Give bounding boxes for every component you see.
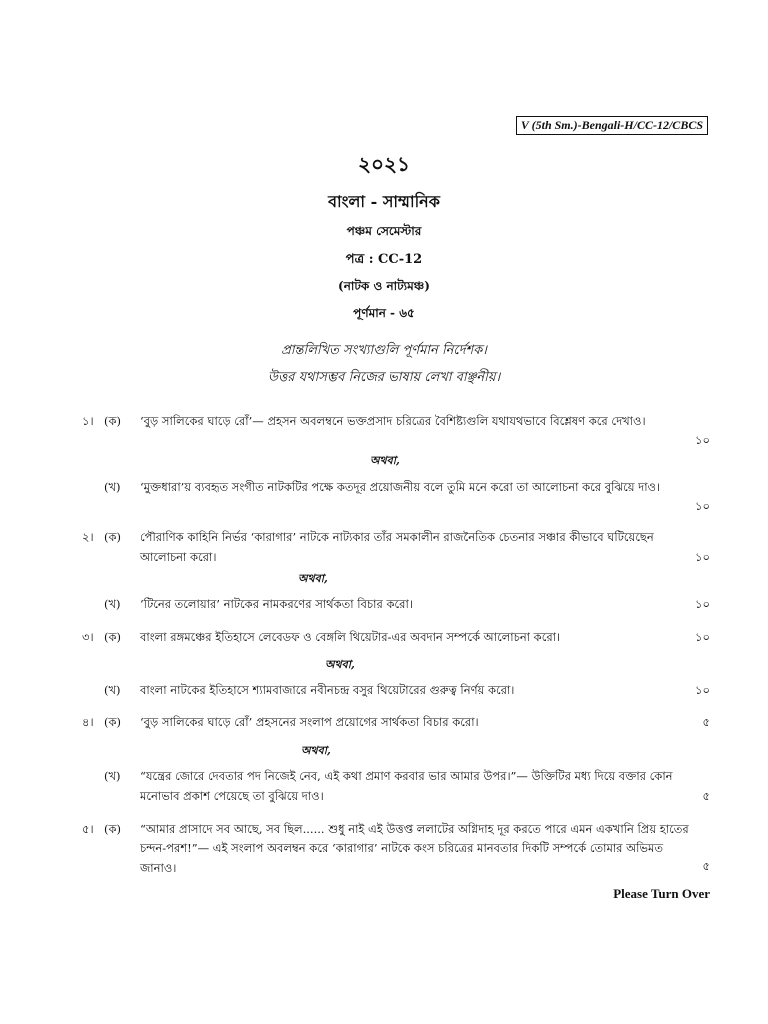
question-text-line: আলোচনা করো। [140, 550, 217, 564]
question-number: ৩। [82, 630, 94, 644]
question-marks: ১০ [695, 683, 710, 697]
exam-year: ২০২১ [358, 152, 410, 176]
sub-label: (ক) [104, 715, 122, 729]
question-marks: ৫ [702, 715, 710, 729]
please-turn-over: Please Turn Over [613, 886, 710, 901]
question-text-line: মনোভাব প্রকাশ পেয়েছে তা বুঝিয়ে দাও। [140, 789, 324, 803]
or-label: অথবা, [301, 744, 331, 757]
semester-label: পঞ্চম সেমেস্টার [346, 224, 422, 238]
question-text: ‘বুড় সালিকের ঘাড়ে রোঁ’ প্রহসনের সংলাপ প্রয়োগের সার্থকতা বিচার করো। [140, 715, 479, 729]
question-marks: ১০ [695, 433, 710, 447]
or-label: অথবা, [325, 658, 355, 671]
subject-title: বাংলা - সাম্মানিক [328, 192, 440, 211]
instruction-marks: প্রান্তলিখিত সংখ্যাগুলি পূর্ণমান নির্দেশক। [281, 343, 487, 358]
question-number: ১। [82, 414, 94, 428]
sub-label: (ক) [104, 530, 122, 544]
full-marks: পূর্ণমান - ৬৫ [353, 306, 415, 320]
question-marks: ১০ [695, 597, 710, 611]
question-marks: ১০ [695, 550, 710, 564]
question-marks: ৫ [702, 859, 710, 873]
question-marks: ৫ [702, 789, 710, 803]
paper-label: পত্র : CC-12 [345, 252, 423, 267]
question-text-line: চন্দন-পরশ!”— এই সংলাপ অবলম্বন করে ‘কারাগার’ নাটকে কংস চরিত্রের মানবতার দিকটি সম্পর্কে তোমার অভিমত [140, 841, 663, 855]
question-number: ৪। [82, 715, 94, 729]
sub-label: (খ) [104, 683, 121, 697]
question-text: ‘মুক্তধারা’য় ব্যবহৃত সংগীত নাটকটির পক্ষে কতদূর প্রয়োজনীয় বলে তুমি মনে করো তা আলোচনা করে বুঝিয়ে দাও। [140, 480, 661, 494]
instruction-language: উত্তর যথাসম্ভব নিজের ভাষায় লেখা বাঞ্ছনীয়। [267, 370, 501, 385]
sub-label: (খ) [104, 597, 121, 611]
or-label: অথবা, [370, 454, 400, 467]
question-text-line: “আমার প্রাসাদে সব আছে, সব ছিল...... শুধু নাই এই উত্তপ্ত ললাটের অগ্নিদাহ দূর করতে পারে এমন একখানি প্রিয় হাতের [140, 822, 689, 836]
question-text: বাংলা নাটকের ইতিহাসে শ্যামবাজারে নবীনচন্দ্র বসুর থিয়েটারের গুরুত্ব নির্ণয় করো। [140, 683, 515, 697]
question-number: ২। [82, 530, 94, 544]
or-label: অথবা, [298, 572, 328, 585]
question-text-line: “যন্ত্রের জোরে দেবতার পদ নিজেই নেব, এই কথা প্রমাণ করবার ভার আমার উপর।”— উক্তিটির মধ্য দিয়ে বক্তার কোন [140, 769, 673, 783]
paper-code: V (5th Sm.)-Bengali-H/CC-12/CBCS [516, 116, 708, 135]
question-text: ‘বুড় সালিকের ঘাড়ে রোঁ’— প্রহসন অবলম্বনে ভক্তপ্রসাদ চরিত্রের বৈশিষ্ট্যগুলি যথাযথভাবে বিশ্লেষণ করে দেখাও। [140, 414, 646, 428]
question-marks: ১০ [695, 630, 710, 644]
question-text: ‘টিনের তলোয়ার’ নাটকের নামকরণের সার্থকতা বিচার করো। [140, 597, 413, 611]
sub-label: (ক) [104, 630, 122, 644]
question-number: ৫। [82, 822, 94, 836]
paper-title: (নাটক ও নাট্যমঞ্চ) [338, 279, 430, 293]
sub-label: (ক) [104, 822, 122, 836]
question-text-line: জানাও। [140, 861, 177, 875]
question-text: বাংলা রঙ্গমঞ্চের ইতিহাসে লেবেডফ ও বেঙ্গলি থিয়েটার-এর অবদান সম্পর্কে আলোচনা করো। [140, 630, 561, 644]
sub-label: (ক) [104, 414, 122, 428]
sub-label: (খ) [104, 769, 121, 783]
question-text-line: পৌরাণিক কাহিনি নির্ভর ‘কারাগার’ নাটকে নাট্যকার তাঁর সমকালীন রাজনৈতিক চেতনার সঞ্চার কীভাবে ঘটিয়েছেন [140, 530, 654, 544]
sub-label: (খ) [104, 480, 121, 494]
question-marks: ১০ [695, 499, 710, 513]
